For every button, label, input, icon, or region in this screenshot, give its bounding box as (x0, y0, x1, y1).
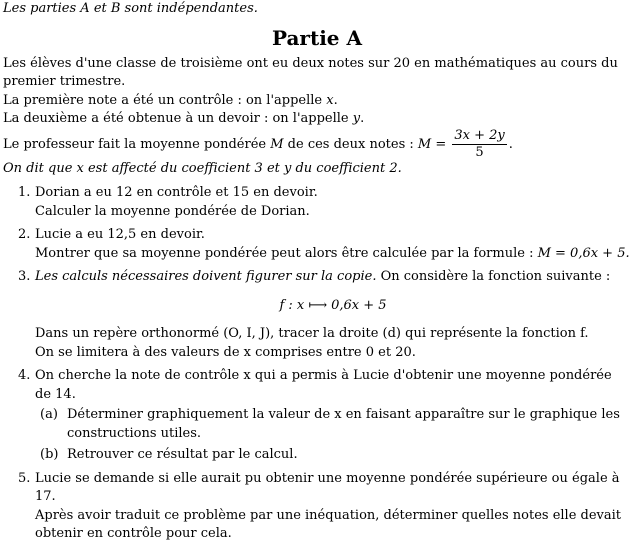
header-note: Les parties A et B sont indépendantes. (3, 1, 258, 16)
question-4-line-1: On cherche la note de contrôle x qui a permis à Lucie d'obtenir une moyenne pondérée de 14. (35, 368, 612, 402)
intro-line-3: La deuxième a été obtenue à un devoir : on l'appelle y. (3, 111, 365, 126)
question-number: 3. (18, 269, 31, 284)
question-3-line-2: Dans un repère orthonormé (O, I, J), tracer la droite (d) qui représente la fonction f. (35, 326, 589, 341)
question-number: 1. (18, 185, 31, 200)
question-1 (3, 184, 631, 221)
question-5 (3, 470, 631, 544)
question-number: 4. (18, 368, 31, 383)
weighted-mean-fraction (452, 129, 506, 160)
intro-line-3-text: La deuxième a été obtenue à un devoir : on l'appelle (3, 111, 353, 126)
intro-line-4-mid: de ces deux notes : (283, 136, 418, 152)
question-2 (3, 226, 631, 263)
question-2-line-1: Lucie a eu 12,5 en devoir. (35, 227, 205, 242)
question-number: 5. (18, 470, 31, 486)
var-M: M (270, 136, 284, 152)
intro-line-5: On dit que x est affecté du coefficient 3 et y du coefficient 2. (3, 160, 402, 176)
subpart-label: (a) (40, 407, 58, 422)
section-title: Partie A (271, 25, 363, 50)
question-5-line-2: Après avoir traduit ce problème par une inéquation, déterminer quelles notes elle devait obtenir en contrôle pour cela. (35, 507, 622, 541)
document-page (3, 0, 631, 549)
subpart-label: (b) (40, 447, 59, 462)
subpart-text: Retrouver ce résultat par le calcul. (67, 447, 298, 462)
question-1-line-1: Dorian a eu 12 en contrôle et 15 en devoir. (35, 185, 318, 200)
var-x: x (326, 92, 334, 108)
fraction-numerator: 3x + 2y (454, 127, 505, 143)
subpart-text: Déterminer graphiquement la valeur de x en faisant apparaître sur le graphique les constructions utiles. (67, 407, 620, 441)
function-definition: f : x ⟼ 0,6x + 5 (279, 297, 387, 313)
intro-line-2-text: La première note a été un contrôle : on l'appelle (3, 92, 327, 108)
question-4b (35, 446, 631, 465)
intro-line-1: Les élèves d'une classe de troisième ont eu deux notes sur 20 en mathématiques au cours du premier trimestre. (3, 55, 618, 89)
question-4 (3, 367, 631, 465)
question-2-line-2 (35, 245, 631, 264)
question-number: 2. (18, 227, 31, 242)
question-2-line-2-text: Montrer que sa moyenne pondérée peut alors être calculée par la formule : (35, 245, 538, 261)
question-3-line-1-rest: On considère la fonction suivante : (376, 269, 611, 284)
question-list (3, 184, 631, 544)
intro-line-4: Le professeur fait la moyenne pondérée M de ces deux notes : M = $\frac{3x + 2y}{5}$ . (3, 127, 513, 160)
question-1-line-2: Calculer la moyenne pondérée de Dorian. (35, 203, 310, 219)
question-3 (3, 268, 631, 362)
var-y: y (352, 111, 361, 126)
question-3-italic-note: Les calculs nécessaires doivent figurer sur la copie. (35, 269, 377, 284)
fraction-denominator: 5 (475, 144, 484, 160)
question-3-line-1 (35, 268, 631, 287)
question-5-line-1: Lucie se demande si elle aurait pu obtenir une moyenne pondérée supérieure ou égale à 17. (35, 470, 620, 504)
question-4-subparts (35, 406, 631, 465)
question-2-formula: M = 0,6x + 5. (537, 245, 630, 261)
intro-line-2: La première note a été un contrôle : on l'appelle x. (3, 92, 338, 108)
intro-line-4-text: Le professeur fait la moyenne pondérée (3, 136, 271, 152)
question-3-line-3: On se limitera à des valeurs de x comprises entre 0 et 20. (35, 344, 416, 360)
question-4a (35, 406, 631, 443)
formula-lhs: M = (417, 136, 451, 152)
